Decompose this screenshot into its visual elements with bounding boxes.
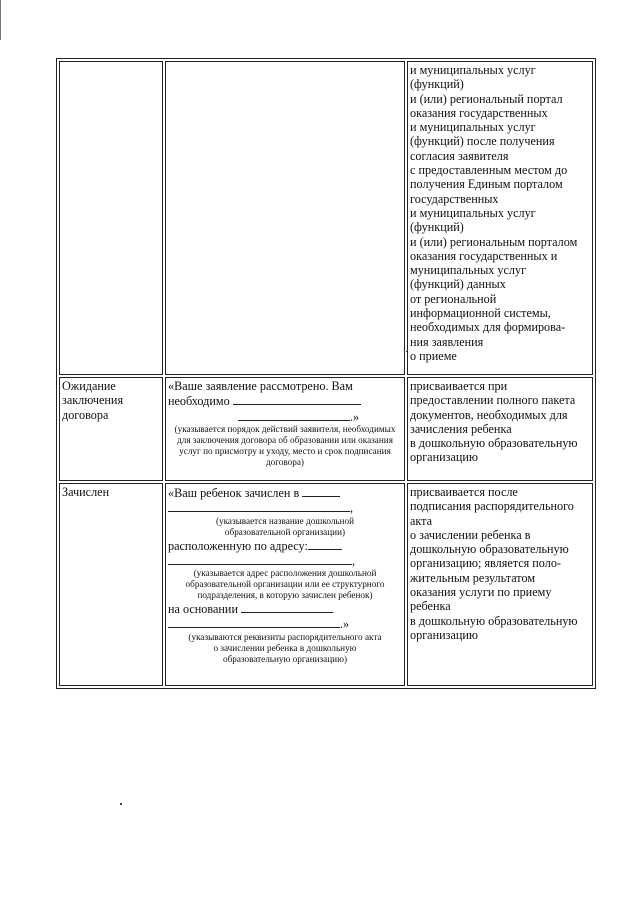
message-line: [168, 616, 402, 631]
description-line: оказания государственных: [410, 105, 548, 120]
description-line: предоставлении полного пакета: [410, 393, 576, 408]
description-line: ребенка: [410, 599, 451, 614]
description-line: и муниципальных услуг: [410, 63, 536, 77]
message-text: ,: [352, 553, 356, 568]
fill-in-blank: [168, 616, 340, 628]
fill-in-blank: [241, 601, 333, 613]
message-text: на основании: [168, 602, 238, 617]
scan-speck: [120, 803, 122, 805]
fill-in-blank: [238, 409, 350, 421]
description-cell: [407, 377, 593, 481]
description-line: получения Единым порталом: [410, 177, 563, 192]
fill-in-blank: [233, 393, 361, 405]
description-line: оказания услуги по приему: [410, 585, 552, 600]
message-text: расположенную по адресу:: [168, 538, 308, 553]
scan-speck: [406, 351, 407, 352]
table-row: [59, 483, 593, 686]
description-line: присваивается при: [410, 379, 508, 393]
description-line: организацию; является поло-: [410, 556, 561, 571]
description-line: организацию: [410, 627, 479, 642]
message-line: [168, 393, 402, 408]
description-line: (функций) после получения: [410, 134, 555, 149]
description-line: и (или) региональным порталом: [410, 234, 578, 249]
description-line: акта: [410, 513, 433, 528]
fill-in-blank: [308, 538, 342, 550]
description-cell: [407, 61, 593, 375]
status-label: Ожидание заключения договора: [62, 379, 124, 422]
field-hint: (указывается название дошкольной образовательной организации): [215, 515, 355, 537]
description-line: присваивается после: [410, 485, 518, 499]
message-line: [168, 409, 402, 424]
description-line: муниципальных услуг: [410, 263, 527, 278]
message-text: «Ваш ребенок зачислен в: [168, 486, 300, 500]
description-line: организацию: [410, 450, 479, 465]
field-hint: (указывается адрес расположения дошкольной образовательной организации или ее структурного подразделения, в которую зачислен ребенок): [185, 568, 385, 601]
description-line: и муниципальных услуг: [410, 205, 536, 220]
table-row: [59, 61, 593, 375]
status-table: [56, 58, 596, 689]
description-line: в дошкольную образовательную: [410, 436, 578, 451]
message-cell: [165, 61, 405, 375]
status-cell: [59, 377, 163, 481]
status-cell: [59, 483, 163, 686]
description-line: и муниципальных услуг: [410, 120, 536, 135]
description-line: о зачислении ребенка в: [410, 527, 531, 542]
message-text: необходимо: [168, 394, 230, 409]
message-cell: [165, 377, 405, 481]
description-line: от региональной: [410, 291, 497, 306]
message-line: [168, 601, 402, 616]
fill-in-blank: [168, 500, 350, 512]
table-row: [59, 377, 593, 481]
message-line: [168, 500, 402, 515]
description-line: оказания государственных и: [410, 248, 558, 263]
description-line: ния заявления: [410, 334, 484, 349]
fill-in-blank: [168, 553, 352, 565]
message-line: [168, 553, 402, 568]
description-line: необходимых для формирова-: [410, 320, 566, 335]
description-line: в дошкольную образовательную: [410, 613, 578, 628]
description-cell: [407, 483, 593, 686]
fill-in-blank: [302, 485, 340, 497]
message-cell: [165, 483, 405, 686]
description-line: документов, необходимых для: [410, 407, 568, 422]
page-edge-mark: [0, 0, 1, 40]
status-cell: [59, 61, 163, 375]
description-line: согласия заявителя: [410, 148, 509, 163]
field-hint: (указываются реквизиты распорядительного акта о зачислении ребенка в дошкольную образовательную организацию): [188, 631, 382, 664]
message-text: .»: [350, 409, 360, 424]
message-line: «Ваше заявление рассмотрено. Вам: [168, 379, 353, 393]
description-line: жительным результатом: [410, 570, 536, 585]
description-line: подписания распорядительного: [410, 499, 574, 514]
description-line: с предоставленным местом до: [410, 163, 568, 178]
message-line: [168, 538, 402, 553]
description-line: и (или) региональный портал: [410, 91, 563, 106]
field-hint: (указывается порядок действий заявителя, необходимых для заключения договора об образовании или оказания услуг по присмотру и уходу, место и срок подписания договора): [174, 423, 396, 467]
description-line: о приеме: [410, 348, 457, 363]
message-line: [168, 485, 402, 500]
status-label: Зачислен: [62, 485, 110, 499]
description-line: зачисления ребенка: [410, 421, 512, 436]
description-line: государственных: [410, 191, 499, 206]
message-text: .»: [340, 617, 350, 632]
description-line: (функций) данных: [410, 277, 506, 292]
description-line: дошкольную образовательную: [410, 542, 569, 557]
description-line: информационной системы,: [410, 306, 551, 321]
description-line: (функций): [410, 220, 464, 235]
message-text: ,: [350, 501, 354, 516]
description-line: (функций): [410, 77, 464, 92]
